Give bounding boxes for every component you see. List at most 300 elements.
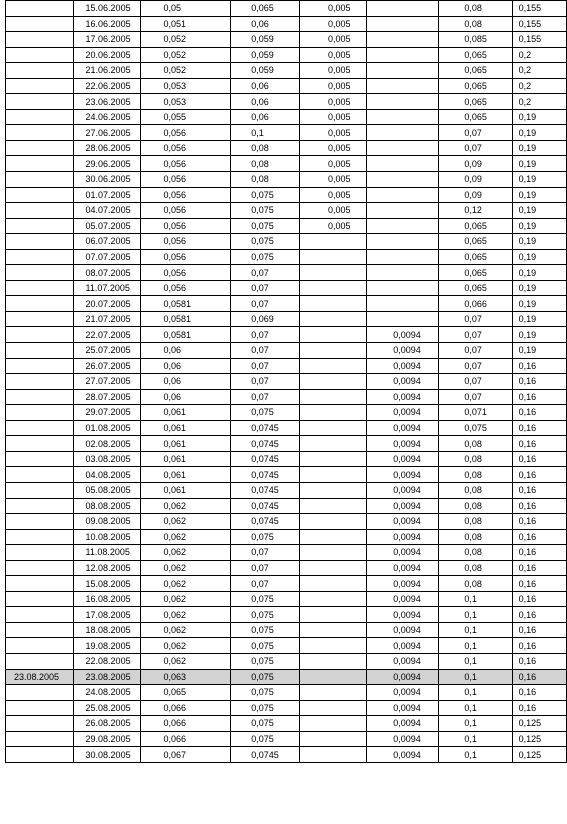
table-cell: 0,075 xyxy=(231,685,300,701)
table-cell: 0,08 xyxy=(439,560,512,576)
table-cell: 0,062 xyxy=(141,638,231,654)
table-cell: 0,065 xyxy=(439,63,512,79)
table-cell: 0,16 xyxy=(512,576,566,592)
table-cell: 0,056 xyxy=(141,156,231,172)
table-cell: 0,056 xyxy=(141,125,231,141)
table-cell: 24.06.2005 xyxy=(73,109,141,125)
table-row xyxy=(6,47,567,63)
table-cell: 0,19 xyxy=(512,296,566,312)
table-cell: 0,005 xyxy=(299,187,366,203)
table-cell: 0,056 xyxy=(141,234,231,250)
table-cell xyxy=(6,47,74,63)
table-cell xyxy=(6,78,74,94)
table-row xyxy=(6,560,567,576)
table-cell: 25.08.2005 xyxy=(73,700,141,716)
table-cell: 01.08.2005 xyxy=(73,420,141,436)
table-cell xyxy=(299,389,366,405)
table-cell: 0,16 xyxy=(512,405,566,421)
table-cell: 0,059 xyxy=(231,32,300,48)
table-cell: 0,155 xyxy=(512,1,566,17)
table-cell: 0,065 xyxy=(231,1,300,17)
table-cell xyxy=(299,731,366,747)
table-cell: 0,19 xyxy=(512,218,566,234)
table-cell xyxy=(6,280,74,296)
table-cell: 0,056 xyxy=(141,203,231,219)
table-cell xyxy=(6,716,74,732)
table-cell: 0,16 xyxy=(512,420,566,436)
table-cell: 0,062 xyxy=(141,545,231,561)
table-cell: 16.08.2005 xyxy=(73,591,141,607)
table-cell: 0,19 xyxy=(512,234,566,250)
table-cell: 0,19 xyxy=(512,172,566,188)
table-cell: 07.07.2005 xyxy=(73,249,141,265)
table-cell: 0,0094 xyxy=(367,343,439,359)
table-cell: 10.08.2005 xyxy=(73,529,141,545)
table-cell: 0,07 xyxy=(231,545,300,561)
table-cell: 0,16 xyxy=(512,545,566,561)
table-cell xyxy=(6,638,74,654)
table-cell xyxy=(299,405,366,421)
table-cell xyxy=(367,234,439,250)
table-cell xyxy=(367,32,439,48)
table-cell: 23.08.2005 xyxy=(73,669,141,685)
table-cell: 0,075 xyxy=(439,420,512,436)
table-cell xyxy=(6,234,74,250)
table-row xyxy=(6,280,567,296)
table-cell: 0,0745 xyxy=(231,514,300,530)
table-cell: 0,061 xyxy=(141,405,231,421)
table-cell: 0,005 xyxy=(299,203,366,219)
table-cell xyxy=(367,16,439,32)
table-cell: 0,0094 xyxy=(367,716,439,732)
table-row xyxy=(6,125,567,141)
table-cell: 0,005 xyxy=(299,218,366,234)
table-cell xyxy=(6,203,74,219)
table-cell xyxy=(299,685,366,701)
table-cell xyxy=(6,32,74,48)
table-cell xyxy=(6,172,74,188)
table-cell xyxy=(367,172,439,188)
table-cell xyxy=(6,358,74,374)
table-cell: 02.08.2005 xyxy=(73,436,141,452)
table-cell: 0,08 xyxy=(439,498,512,514)
table-cell: 0,075 xyxy=(231,638,300,654)
table-cell: 0,065 xyxy=(439,280,512,296)
table-cell: 0,005 xyxy=(299,172,366,188)
table-cell: 0,1 xyxy=(439,653,512,669)
table-cell xyxy=(6,482,74,498)
table-cell: 0,07 xyxy=(231,374,300,390)
table-row xyxy=(6,420,567,436)
table-cell: 01.07.2005 xyxy=(73,187,141,203)
table-cell: 0,16 xyxy=(512,451,566,467)
table-cell xyxy=(6,545,74,561)
table-cell: 20.07.2005 xyxy=(73,296,141,312)
table-cell: 0,075 xyxy=(231,669,300,685)
table-cell xyxy=(6,653,74,669)
table-cell: 0,09 xyxy=(439,156,512,172)
table-cell xyxy=(6,436,74,452)
table-cell: 0,075 xyxy=(231,405,300,421)
table-cell: 0,0581 xyxy=(141,327,231,343)
table-cell: 0,16 xyxy=(512,653,566,669)
table-cell: 0,059 xyxy=(231,63,300,79)
table-cell: 0,0094 xyxy=(367,389,439,405)
table-cell: 0,2 xyxy=(512,47,566,63)
table-cell: 09.08.2005 xyxy=(73,514,141,530)
table-cell: 0,07 xyxy=(439,374,512,390)
table-cell: 0,07 xyxy=(439,358,512,374)
table-cell: 29.07.2005 xyxy=(73,405,141,421)
table-row xyxy=(6,374,567,390)
table-cell: 0,065 xyxy=(439,47,512,63)
table-cell: 0,0094 xyxy=(367,358,439,374)
table-cell: 0,005 xyxy=(299,140,366,156)
table-cell: 0,05 xyxy=(141,1,231,17)
table-cell xyxy=(299,591,366,607)
table-cell xyxy=(6,187,74,203)
table-cell xyxy=(299,436,366,452)
table-cell: 0,075 xyxy=(231,653,300,669)
table-cell: 0,053 xyxy=(141,78,231,94)
table-cell: 0,06 xyxy=(231,16,300,32)
table-cell: 0,07 xyxy=(231,280,300,296)
table-row xyxy=(6,358,567,374)
table-cell xyxy=(6,591,74,607)
table-cell: 0,16 xyxy=(512,358,566,374)
table-cell: 0,08 xyxy=(439,467,512,483)
table-cell: 0,0094 xyxy=(367,685,439,701)
table-cell: 30.08.2005 xyxy=(73,747,141,763)
table-cell: 0,075 xyxy=(231,529,300,545)
table-cell: 0,07 xyxy=(231,576,300,592)
table-cell xyxy=(6,94,74,110)
table-cell: 0,09 xyxy=(439,172,512,188)
table-row xyxy=(6,1,567,17)
table-row xyxy=(6,498,567,514)
table-cell xyxy=(6,125,74,141)
table-cell: 0,155 xyxy=(512,32,566,48)
table-cell: 0,1 xyxy=(439,622,512,638)
table-cell xyxy=(367,63,439,79)
table-cell: 0,0094 xyxy=(367,467,439,483)
table-cell: 11.08.2005 xyxy=(73,545,141,561)
table-row xyxy=(6,685,567,701)
table-cell: 0,07 xyxy=(231,265,300,281)
table-cell: 0,08 xyxy=(439,514,512,530)
table-cell: 0,056 xyxy=(141,265,231,281)
table-cell: 0,0094 xyxy=(367,591,439,607)
table-cell xyxy=(6,700,74,716)
table-cell: 27.06.2005 xyxy=(73,125,141,141)
table-cell: 0,06 xyxy=(141,358,231,374)
table-cell: 26.08.2005 xyxy=(73,716,141,732)
table-cell: 0,19 xyxy=(512,140,566,156)
table-row xyxy=(6,716,567,732)
table-cell: 0,0094 xyxy=(367,420,439,436)
table-cell: 30.06.2005 xyxy=(73,172,141,188)
table-cell: 0,125 xyxy=(512,747,566,763)
table-cell xyxy=(299,234,366,250)
table-cell: 0,066 xyxy=(141,731,231,747)
table-row xyxy=(6,249,567,265)
table-cell xyxy=(367,187,439,203)
table-cell: 0,0094 xyxy=(367,482,439,498)
table-cell: 0,16 xyxy=(512,529,566,545)
table-cell xyxy=(299,311,366,327)
table-cell: 0,08 xyxy=(231,156,300,172)
table-cell xyxy=(367,311,439,327)
table-cell: 0,056 xyxy=(141,187,231,203)
table-cell: 0,12 xyxy=(439,203,512,219)
table-cell: 0,06 xyxy=(141,343,231,359)
table-row xyxy=(6,389,567,405)
table-cell: 0,08 xyxy=(439,1,512,17)
table-cell: 26.07.2005 xyxy=(73,358,141,374)
table-cell: 0,08 xyxy=(439,576,512,592)
table-row xyxy=(6,203,567,219)
table-cell xyxy=(367,156,439,172)
table-cell: 0,075 xyxy=(231,700,300,716)
table-row xyxy=(6,187,567,203)
table-cell: 0,19 xyxy=(512,125,566,141)
table-cell xyxy=(6,249,74,265)
table-row xyxy=(6,607,567,623)
table-cell: 0,005 xyxy=(299,47,366,63)
table-cell: 0,005 xyxy=(299,78,366,94)
table-cell: 0,09 xyxy=(439,187,512,203)
table-cell: 19.08.2005 xyxy=(73,638,141,654)
table-cell: 0,08 xyxy=(439,436,512,452)
table-cell: 0,075 xyxy=(231,731,300,747)
table-cell: 12.08.2005 xyxy=(73,560,141,576)
table-row-highlighted xyxy=(6,669,567,685)
table-cell: 0,0094 xyxy=(367,669,439,685)
table-cell: 0,075 xyxy=(231,607,300,623)
table-cell: 0,055 xyxy=(141,109,231,125)
table-cell: 0,065 xyxy=(439,265,512,281)
table-row xyxy=(6,482,567,498)
table-cell xyxy=(6,343,74,359)
table-cell: 0,16 xyxy=(512,669,566,685)
table-cell xyxy=(6,576,74,592)
table-cell xyxy=(367,218,439,234)
table-cell: 0,062 xyxy=(141,514,231,530)
table-cell: 0,1 xyxy=(231,125,300,141)
table-cell: 0,07 xyxy=(439,327,512,343)
table-cell xyxy=(299,451,366,467)
table-cell: 03.08.2005 xyxy=(73,451,141,467)
table-cell: 0,066 xyxy=(141,700,231,716)
table-cell: 0,062 xyxy=(141,529,231,545)
table-cell xyxy=(6,109,74,125)
table-row xyxy=(6,747,567,763)
table-cell: 0,065 xyxy=(439,94,512,110)
table-cell xyxy=(299,653,366,669)
table-row xyxy=(6,109,567,125)
table-cell: 0,07 xyxy=(231,560,300,576)
table-cell: 0,052 xyxy=(141,32,231,48)
table-row xyxy=(6,653,567,669)
table-cell: 0,005 xyxy=(299,109,366,125)
table-cell: 0,19 xyxy=(512,327,566,343)
table-cell: 0,0094 xyxy=(367,576,439,592)
table-cell: 0,0094 xyxy=(367,514,439,530)
table-cell: 0,052 xyxy=(141,47,231,63)
table-cell: 0,07 xyxy=(439,311,512,327)
table-cell: 0,063 xyxy=(141,669,231,685)
table-cell xyxy=(299,265,366,281)
table-cell xyxy=(299,374,366,390)
table-cell: 15.08.2005 xyxy=(73,576,141,592)
table-cell: 0,19 xyxy=(512,156,566,172)
table-cell xyxy=(367,280,439,296)
table-cell: 0,056 xyxy=(141,218,231,234)
table-cell xyxy=(6,560,74,576)
table-cell: 0,08 xyxy=(439,545,512,561)
table-cell: 25.07.2005 xyxy=(73,343,141,359)
table-cell xyxy=(6,389,74,405)
table-row xyxy=(6,638,567,654)
table-cell: 0,062 xyxy=(141,498,231,514)
table-cell: 0,065 xyxy=(439,109,512,125)
table-cell: 0,1 xyxy=(439,700,512,716)
table-row xyxy=(6,265,567,281)
table-cell: 0,067 xyxy=(141,747,231,763)
table-cell xyxy=(6,498,74,514)
table-cell: 0,005 xyxy=(299,1,366,17)
table-cell: 0,066 xyxy=(141,716,231,732)
table-cell: 0,07 xyxy=(231,296,300,312)
table-cell xyxy=(367,296,439,312)
table-cell xyxy=(6,607,74,623)
table-cell: 0,0094 xyxy=(367,560,439,576)
table-cell: 20.06.2005 xyxy=(73,47,141,63)
table-cell: 0,075 xyxy=(231,591,300,607)
table-cell xyxy=(367,47,439,63)
table-cell: 21.06.2005 xyxy=(73,63,141,79)
table-cell: 0,066 xyxy=(439,296,512,312)
rates-table-body xyxy=(6,1,567,763)
table-cell xyxy=(299,622,366,638)
table-cell: 0,065 xyxy=(439,234,512,250)
table-cell xyxy=(6,514,74,530)
table-cell xyxy=(6,140,74,156)
table-cell: 0,085 xyxy=(439,32,512,48)
table-row xyxy=(6,327,567,343)
table-cell: 0,0745 xyxy=(231,747,300,763)
table-cell xyxy=(6,420,74,436)
table-cell: 0,065 xyxy=(439,249,512,265)
table-cell: 0,056 xyxy=(141,280,231,296)
table-cell: 0,2 xyxy=(512,94,566,110)
table-cell: 0,062 xyxy=(141,653,231,669)
table-cell: 0,16 xyxy=(512,685,566,701)
table-cell: 0,0094 xyxy=(367,638,439,654)
table-cell: 0,065 xyxy=(439,218,512,234)
table-cell: 0,08 xyxy=(439,16,512,32)
table-cell: 0,06 xyxy=(141,374,231,390)
table-cell: 16.06.2005 xyxy=(73,16,141,32)
table-row xyxy=(6,140,567,156)
table-cell: 0,08 xyxy=(439,451,512,467)
table-cell: 0,061 xyxy=(141,467,231,483)
table-cell: 0,08 xyxy=(231,172,300,188)
table-row xyxy=(6,234,567,250)
table-cell: 0,059 xyxy=(231,47,300,63)
table-cell: 0,1 xyxy=(439,591,512,607)
table-cell xyxy=(299,514,366,530)
table-cell: 0,16 xyxy=(512,700,566,716)
table-cell: 0,0094 xyxy=(367,747,439,763)
table-row xyxy=(6,94,567,110)
table-cell: 08.08.2005 xyxy=(73,498,141,514)
table-cell: 0,16 xyxy=(512,436,566,452)
table-cell xyxy=(299,700,366,716)
table-cell: 0,075 xyxy=(231,218,300,234)
table-cell: 0,08 xyxy=(439,482,512,498)
table-cell: 0,005 xyxy=(299,125,366,141)
table-cell: 0,16 xyxy=(512,389,566,405)
table-cell xyxy=(6,622,74,638)
table-row xyxy=(6,545,567,561)
table-cell: 0,2 xyxy=(512,63,566,79)
table-cell: 0,005 xyxy=(299,156,366,172)
table-cell: 0,062 xyxy=(141,622,231,638)
table-cell xyxy=(6,685,74,701)
table-row xyxy=(6,172,567,188)
table-cell: 0,19 xyxy=(512,249,566,265)
table-cell: 0,16 xyxy=(512,498,566,514)
table-cell: 0,19 xyxy=(512,203,566,219)
table-cell: 0,0745 xyxy=(231,482,300,498)
table-cell xyxy=(299,296,366,312)
table-cell: 0,08 xyxy=(439,529,512,545)
table-cell: 0,1 xyxy=(439,607,512,623)
table-cell xyxy=(299,545,366,561)
table-cell: 0,08 xyxy=(231,140,300,156)
table-cell xyxy=(6,374,74,390)
table-cell xyxy=(299,343,366,359)
table-cell: 05.07.2005 xyxy=(73,218,141,234)
table-row xyxy=(6,731,567,747)
table-cell: 29.08.2005 xyxy=(73,731,141,747)
table-cell xyxy=(367,109,439,125)
table-cell: 0,19 xyxy=(512,343,566,359)
table-cell xyxy=(6,731,74,747)
table-cell: 0,0745 xyxy=(231,498,300,514)
table-cell: 0,19 xyxy=(512,265,566,281)
table-cell: 0,0581 xyxy=(141,311,231,327)
table-row xyxy=(6,311,567,327)
table-cell: 0,075 xyxy=(231,234,300,250)
table-cell: 22.06.2005 xyxy=(73,78,141,94)
table-cell: 0,061 xyxy=(141,420,231,436)
table-cell: 0,16 xyxy=(512,607,566,623)
table-cell: 0,0094 xyxy=(367,545,439,561)
table-cell xyxy=(6,327,74,343)
table-cell: 0,075 xyxy=(231,716,300,732)
table-cell: 0,005 xyxy=(299,94,366,110)
table-cell xyxy=(299,327,366,343)
table-cell: 0,19 xyxy=(512,187,566,203)
table-cell: 0,06 xyxy=(231,94,300,110)
table-row xyxy=(6,467,567,483)
table-cell xyxy=(6,311,74,327)
table-cell: 11.07.2005 xyxy=(73,280,141,296)
table-cell xyxy=(6,296,74,312)
table-row xyxy=(6,700,567,716)
